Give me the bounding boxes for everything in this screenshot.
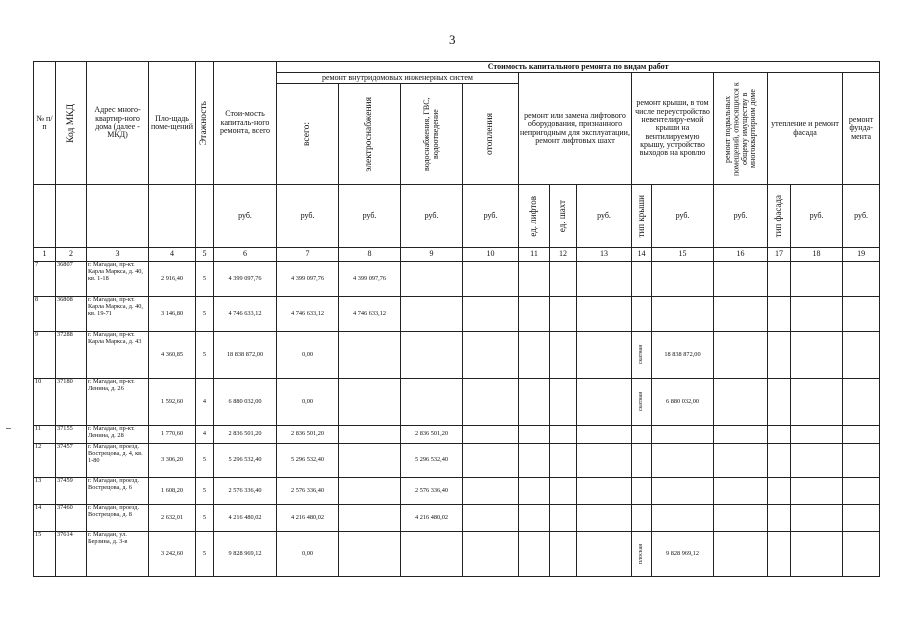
row-roof [652, 262, 714, 297]
row-roof: 6 880 032,00 [652, 379, 714, 426]
row-electric [339, 426, 401, 444]
table-body [34, 262, 880, 577]
row-foundation [843, 379, 880, 426]
row-elev-units [519, 505, 550, 532]
row-foundation [843, 297, 880, 332]
row-address: г. Магадан, проезд. Вострецова, д. 6 [87, 478, 149, 505]
row-facade [791, 532, 843, 577]
row-eng-total: 0,00 [277, 379, 339, 426]
row-electric: 4 746 633,12 [339, 297, 401, 332]
row-roof-type [632, 379, 652, 426]
header-heating: отопления [463, 84, 519, 185]
row-eng-total: 0,00 [277, 332, 339, 379]
row-roof-type [632, 505, 652, 532]
row-roof: 18 838 872,00 [652, 332, 714, 379]
column-number: 11 [519, 248, 550, 262]
row-basement [714, 262, 768, 297]
row-roof-type [632, 444, 652, 478]
table-row [34, 444, 880, 478]
column-number: 10 [463, 248, 519, 262]
header-code: Код МКД [56, 62, 87, 185]
column-number: 16 [714, 248, 768, 262]
row-foundation [843, 262, 880, 297]
roof-type-label: скатная [638, 392, 645, 412]
row-heating [463, 444, 519, 478]
row-number: 12 [34, 444, 56, 478]
units-empty-2 [56, 185, 87, 248]
row-elev-shafts [550, 478, 577, 505]
header-eng-total: всего: [277, 84, 339, 185]
row-number: 9 [34, 332, 56, 379]
row-area: 2 632,01 [149, 505, 196, 532]
column-number: 7 [277, 248, 339, 262]
row-facade [791, 297, 843, 332]
row-area: 3 146,80 [149, 297, 196, 332]
row-eng-total: 0,00 [277, 532, 339, 577]
row-heating [463, 297, 519, 332]
row-number: 8 [34, 297, 56, 332]
row-roof-type [632, 426, 652, 444]
row-eng-total: 4 746 633,12 [277, 297, 339, 332]
column-number: 9 [401, 248, 463, 262]
header-address: Адрес много-квартир-ного дома (далее - МКД) [87, 62, 149, 185]
row-address: г. Магадан, пр-кт. Ленина, д. 26 [87, 379, 149, 426]
column-number: 14 [632, 248, 652, 262]
row-number: 14 [34, 505, 56, 532]
row-basement [714, 478, 768, 505]
row-basement [714, 444, 768, 478]
header-engineering: ремонт внутридомовых инженерных систем [277, 73, 519, 84]
row-roof-type [632, 297, 652, 332]
row-total: 6 880 032,00 [214, 379, 277, 426]
row-elev-units [519, 444, 550, 478]
row-code: 37180 [56, 379, 87, 426]
row-eng-total: 4 216 480,02 [277, 505, 339, 532]
row-basement [714, 426, 768, 444]
row-elev-units [519, 532, 550, 577]
row-elevator [577, 332, 632, 379]
row-basement [714, 332, 768, 379]
row-basement [714, 297, 768, 332]
row-elevator [577, 297, 632, 332]
row-water [401, 297, 463, 332]
unit-water: руб. [401, 185, 463, 248]
row-eng-total: 5 296 532,40 [277, 444, 339, 478]
scan-speck [6, 428, 11, 429]
header-area: Пло-щадь поме-щений [149, 62, 196, 185]
row-address: г. Магадан, проезд. Вострецова, д. 8 [87, 505, 149, 532]
table-row [34, 426, 880, 444]
row-address: г. Магадан, проезд. Вострецова, д. 4, кв. 1-80 [87, 444, 149, 478]
row-water: 2 576 336,40 [401, 478, 463, 505]
row-elev-shafts [550, 426, 577, 444]
table-row [34, 505, 880, 532]
row-heating [463, 505, 519, 532]
row-water: 2 836 501,20 [401, 426, 463, 444]
unit-total: руб. [214, 185, 277, 248]
column-number: 13 [577, 248, 632, 262]
row-electric [339, 478, 401, 505]
row-water: 4 216 480,02 [401, 505, 463, 532]
row-total: 9 828 969,12 [214, 532, 277, 577]
header-elev-shafts: ед. шахт [550, 185, 577, 248]
row-code: 37460 [56, 505, 87, 532]
row-heating [463, 262, 519, 297]
row-electric [339, 332, 401, 379]
unit-heating: руб. [463, 185, 519, 248]
header-total-cost: Стои-мость капиталь-ного ремонта, всего [214, 62, 277, 185]
column-number: 4 [149, 248, 196, 262]
row-heating [463, 426, 519, 444]
row-elev-shafts [550, 332, 577, 379]
row-total: 2 576 336,40 [214, 478, 277, 505]
table-row [34, 262, 880, 297]
row-address: г. Магадан, пр-кт. Карла Маркса, д. 40, кв. 19-71 [87, 297, 149, 332]
row-floors: 5 [196, 297, 214, 332]
row-water [401, 262, 463, 297]
row-eng-total: 4 399 097,76 [277, 262, 339, 297]
row-water: 5 296 532,40 [401, 444, 463, 478]
row-roof [652, 478, 714, 505]
row-electric [339, 444, 401, 478]
row-roof-type [632, 332, 652, 379]
row-facade [791, 426, 843, 444]
units-empty-3 [87, 185, 149, 248]
column-number: 19 [843, 248, 880, 262]
row-water [401, 532, 463, 577]
row-total: 18 838 872,00 [214, 332, 277, 379]
row-elevator [577, 379, 632, 426]
row-floors: 5 [196, 444, 214, 478]
row-floors: 4 [196, 426, 214, 444]
row-facade-type [768, 426, 791, 444]
row-facade [791, 505, 843, 532]
row-foundation [843, 426, 880, 444]
unit-elevator: руб. [577, 185, 632, 248]
row-eng-total: 2 836 501,20 [277, 426, 339, 444]
row-electric [339, 532, 401, 577]
column-number: 2 [56, 248, 87, 262]
row-elev-shafts [550, 444, 577, 478]
row-code: 37457 [56, 444, 87, 478]
row-elev-shafts [550, 262, 577, 297]
header-electric: электроснабжения [339, 84, 401, 185]
header-elevator: ремонт или замена лифтового оборудования, признанного непригодным для эксплуатации, ремонт лифтовых шахт [519, 73, 632, 185]
row-basement [714, 532, 768, 577]
units-empty-1 [34, 185, 56, 248]
row-floors: 5 [196, 332, 214, 379]
row-area: 1 608,20 [149, 478, 196, 505]
row-foundation [843, 332, 880, 379]
page-number: 3 [449, 32, 456, 47]
row-area: 3 242,60 [149, 532, 196, 577]
row-code: 37288 [56, 332, 87, 379]
row-foundation [843, 505, 880, 532]
row-roof-type [632, 262, 652, 297]
row-roof-type [632, 478, 652, 505]
row-code: 36808 [56, 297, 87, 332]
row-floors: 4 [196, 379, 214, 426]
row-elevator [577, 444, 632, 478]
row-facade [791, 444, 843, 478]
row-area: 1 770,60 [149, 426, 196, 444]
row-elevator [577, 262, 632, 297]
header-cost-by-type: Стоимость капитального ремонта по видам работ [277, 62, 880, 73]
row-address: г. Магадан, пр-кт. Карла Маркса, д. 43 [87, 332, 149, 379]
row-water [401, 379, 463, 426]
column-number: 15 [652, 248, 714, 262]
row-number: 7 [34, 262, 56, 297]
row-roof [652, 426, 714, 444]
header-roof: ремонт крыши, в том числе переустройство невентелиру-емой крыши на вентилируемую крышу, устройство выходов на кровлю [632, 73, 714, 185]
header-floors: Этажность [196, 62, 214, 185]
row-total: 5 296 532,40 [214, 444, 277, 478]
header-facade: утепление и ремонт фасада [768, 73, 843, 185]
row-code: 37614 [56, 532, 87, 577]
row-floors: 5 [196, 505, 214, 532]
row-area: 3 306,20 [149, 444, 196, 478]
units-empty-5 [196, 185, 214, 248]
row-heating [463, 532, 519, 577]
row-heating [463, 379, 519, 426]
row-area: 2 916,40 [149, 262, 196, 297]
column-number: 5 [196, 248, 214, 262]
unit-roof: руб. [652, 185, 714, 248]
capital-repair-table [33, 61, 880, 577]
header-num: № п/ п [34, 62, 56, 185]
row-water [401, 332, 463, 379]
row-heating [463, 332, 519, 379]
column-number: 3 [87, 248, 149, 262]
header-facade-type: тип фасада [768, 185, 791, 248]
row-elev-units [519, 262, 550, 297]
row-facade [791, 262, 843, 297]
table-row [34, 379, 880, 426]
row-facade-type [768, 444, 791, 478]
header-basement: ремонт подвальных помещений, относящихся к общему имуществу в многоквартирном доме [714, 73, 768, 185]
row-elevator [577, 478, 632, 505]
row-total: 4 746 633,12 [214, 297, 277, 332]
header-foundation: ремонт фунда-мента [843, 73, 880, 185]
column-numbers-row [34, 248, 880, 262]
row-code: 36807 [56, 262, 87, 297]
row-facade-type [768, 332, 791, 379]
header-roof-type: тип крыши [632, 185, 652, 248]
row-elev-units [519, 332, 550, 379]
row-elev-units [519, 426, 550, 444]
table-row [34, 332, 880, 379]
row-roof [652, 297, 714, 332]
row-facade-type [768, 262, 791, 297]
row-floors: 5 [196, 478, 214, 505]
row-basement [714, 505, 768, 532]
row-facade-type [768, 505, 791, 532]
row-code: 37155 [56, 426, 87, 444]
header-water: водоснабжения, ГВС, водоотведение [401, 84, 463, 185]
column-number: 18 [791, 248, 843, 262]
row-total: 4 216 480,02 [214, 505, 277, 532]
row-elev-shafts [550, 297, 577, 332]
row-foundation [843, 444, 880, 478]
roof-type-label: скатная [638, 345, 645, 365]
row-roof [652, 444, 714, 478]
row-elevator [577, 532, 632, 577]
row-facade [791, 379, 843, 426]
row-elevator [577, 505, 632, 532]
row-floors: 5 [196, 532, 214, 577]
row-roof: 9 828 969,12 [652, 532, 714, 577]
row-area: 4 360,85 [149, 332, 196, 379]
row-roof-type [632, 532, 652, 577]
row-heating [463, 478, 519, 505]
row-eng-total: 2 576 336,40 [277, 478, 339, 505]
row-total: 4 399 097,76 [214, 262, 277, 297]
row-code: 37459 [56, 478, 87, 505]
row-number: 13 [34, 478, 56, 505]
row-facade-type [768, 297, 791, 332]
row-number: 11 [34, 426, 56, 444]
table-row [34, 532, 880, 577]
unit-electric: руб. [339, 185, 401, 248]
row-facade-type [768, 532, 791, 577]
header-elev-units: ед. лифтов [519, 185, 550, 248]
row-number: 15 [34, 532, 56, 577]
row-facade [791, 478, 843, 505]
row-foundation [843, 478, 880, 505]
row-electric [339, 379, 401, 426]
row-foundation [843, 532, 880, 577]
row-elevator [577, 426, 632, 444]
row-electric [339, 505, 401, 532]
row-elev-shafts [550, 532, 577, 577]
row-elev-units [519, 379, 550, 426]
row-number: 10 [34, 379, 56, 426]
row-basement [714, 379, 768, 426]
units-empty-4 [149, 185, 196, 248]
row-address: г. Магадан, пр-кт. Карла Маркса, д. 40, кв. 1-18 [87, 262, 149, 297]
unit-basement: руб. [714, 185, 768, 248]
row-facade-type [768, 478, 791, 505]
row-floors: 5 [196, 262, 214, 297]
table-row [34, 478, 880, 505]
row-address: г. Магадан, пр-кт. Ленина, д. 28 [87, 426, 149, 444]
row-facade-type [768, 379, 791, 426]
row-elev-shafts [550, 379, 577, 426]
unit-facade: руб. [791, 185, 843, 248]
row-area: 1 592,60 [149, 379, 196, 426]
unit-foundation: руб. [843, 185, 880, 248]
row-roof [652, 505, 714, 532]
column-number: 1 [34, 248, 56, 262]
roof-type-label: плоская [638, 543, 645, 565]
row-total: 2 836 501,20 [214, 426, 277, 444]
table-row [34, 297, 880, 332]
unit-eng-total: руб. [277, 185, 339, 248]
row-electric: 4 399 097,76 [339, 262, 401, 297]
row-elev-shafts [550, 505, 577, 532]
column-number: 6 [214, 248, 277, 262]
row-elev-units [519, 297, 550, 332]
row-facade [791, 332, 843, 379]
column-number: 17 [768, 248, 791, 262]
column-number: 8 [339, 248, 401, 262]
row-address: г. Магадан, ул. Берзина, д. 3-в [87, 532, 149, 577]
row-elev-units [519, 478, 550, 505]
column-number: 12 [550, 248, 577, 262]
